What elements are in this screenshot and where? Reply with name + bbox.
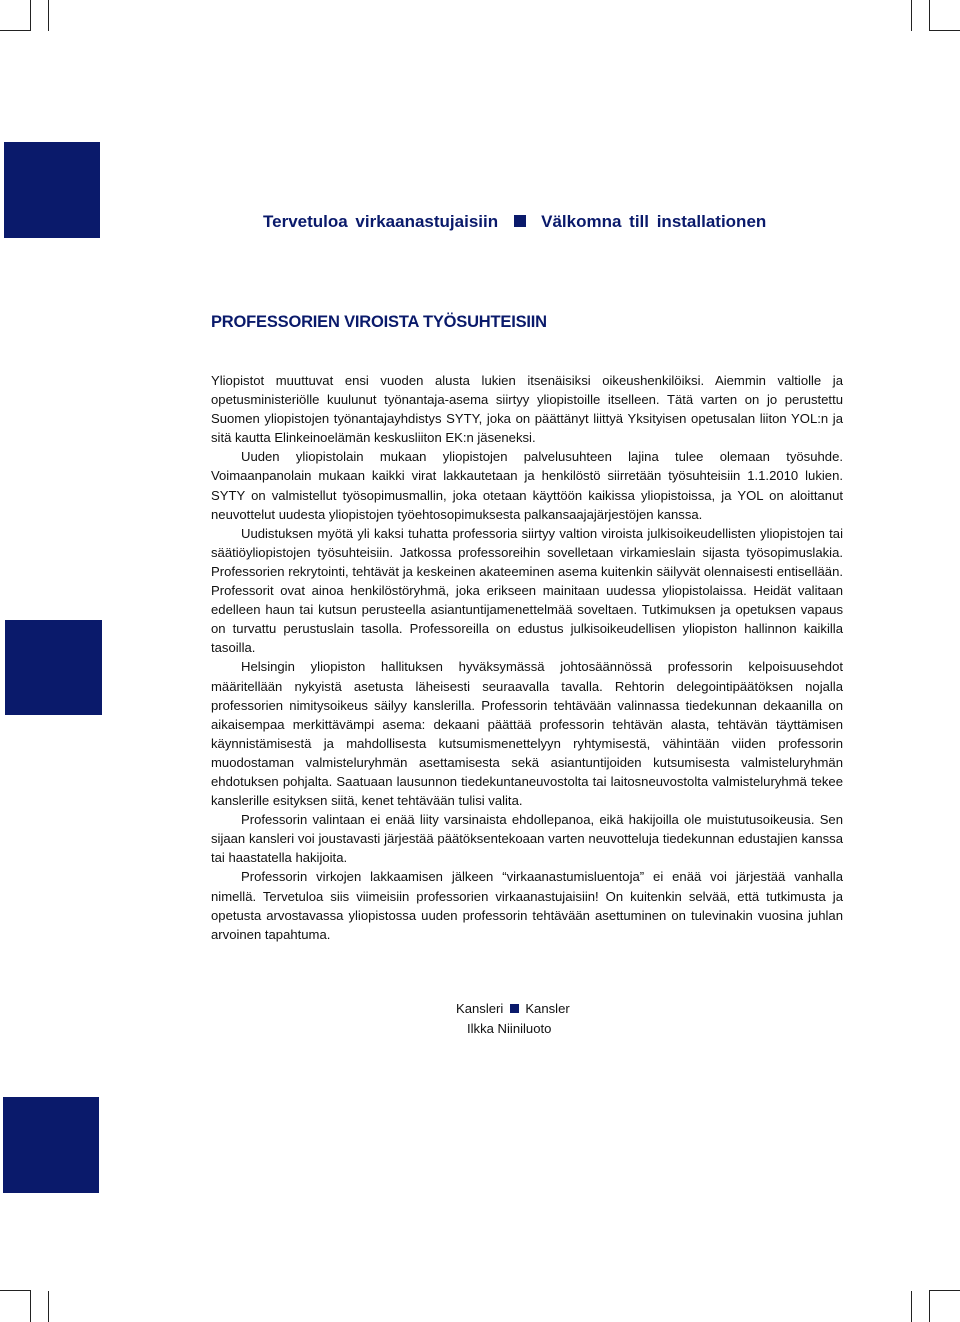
crop-mark xyxy=(929,1291,930,1322)
signature xyxy=(456,999,570,1038)
crop-mark xyxy=(48,0,49,31)
paragraph: Professorin virkojen lakkaamisen jälkeen “virkaanastumisluentoja” ei enää voi järjestää vanhalla nimellä. Tervetuloa siis viimeisiin professorien virkaanastujaisiin! On kuitenkin selvää, että tutkimusta ja opetusta arvostavassa yliopistossa uuden professorin tehtävään asettuminen on tulevinakin vuosina juhlan arvoinen tapahtuma. xyxy=(211,869,843,942)
section-heading: PROFESSORIEN VIROISTA TYÖSUHTEISIIN xyxy=(211,313,547,331)
paragraph: Uuden yliopistolain mukaan yliopistojen palvelusuhteen lajina tulee olemaan työsuhde. Voimaanpanolain mukaan kaikki virat lakkautetaan ja henkilöstö siirretään työsuhteisiin 1.1.2010 lukien. SYTY on valmistellut työsopimusmallin, joka otetaan käyttöön kaikissa yliopistoissa, ja YOL on aloittanut neuvottelut uudesta yliopistojen työehtosopimuksesta palkansaajajärjestöjen kanssa. xyxy=(211,449,843,522)
crop-mark xyxy=(30,0,31,31)
crop-mark xyxy=(0,30,31,31)
signature-title-finnish: Kansleri xyxy=(456,1001,504,1016)
signature-separator-square xyxy=(510,1004,519,1013)
paragraph: Yliopistot muuttuvat ensi vuoden alusta lukien itsenäisiksi oikeushenkilöiksi. Aiemmin valtiolle ja opetusministeriölle kuulunut työnantaja-asema siirtyy yliopistoille itselleen. Tätä varten on jo perustettu Suomen yliopistojen työnantajayhdistys SYTY, joka on päättänyt liittyä Yksityisen opetusalan liiton YOL:n ja sitä kautta Elinkeinoelämän keskusliiton EK:n jäseneksi. xyxy=(211,373,843,446)
crop-mark xyxy=(911,0,912,31)
title-finnish: Tervetuloa virkaanastujaisiin xyxy=(263,212,499,231)
signature-titles xyxy=(456,999,570,1019)
decorative-block-bottom xyxy=(3,1097,99,1193)
paragraph: Helsingin yliopiston hallituksen hyväksymässä johtosäännössä professorin kelpoisuusehdot määritellään nykyistä asetusta läheisesti seuraavalla tavalla. Rehtorin delegointipäätöksen nojalla professorien nimitysoikeus säilyy kanslerilla. Professorin tehtävään valinnassa tiedekunnan dekaanilla on aikaisempaa merkittävämpi asema: dekaani päättää professorin tehtävän alasta, tehtävän täyttämisen käynnistämisestä ja mahdollisesta kutsumismenettelyyn ryhtymisestä, vähintään viiden professorin muodostaman valmisteluryhmän asettamisesta sekä asiantuntijoiden kutsumisesta valmisteluryhmän ehdotuksen pohjalta. Saatuaan lausunnon tiedekuntaneuvostolta tai laitosneuvostolta valmisteluryhmä tekee kanslerille esityksen siitä, kenet tehtävään tulisi valita. xyxy=(211,659,843,809)
crop-mark xyxy=(48,1291,49,1322)
signature-name: Ilkka Niiniluoto xyxy=(467,1020,552,1036)
crop-mark xyxy=(911,1291,912,1322)
article-body xyxy=(211,371,843,944)
page-title xyxy=(263,212,766,232)
crop-mark xyxy=(929,0,930,31)
decorative-block-middle xyxy=(5,620,102,715)
crop-mark xyxy=(929,1290,960,1291)
title-separator-square xyxy=(514,215,526,227)
paragraph: Uudistuksen myötä yli kaksi tuhatta professoria siirtyy valtion viroista julkisoikeudellisten yliopistojen tai säätiöyliopistojen työsuhteisiin. Jatkossa professoreihin sovelletaan virkamieslain sijasta työsopimuslakia. Professorien rekrytointi, tehtävät ja keskeinen akateeminen asema kuitenkin säilyvät olennaisesti entisellään. Professorit ovat ainoa henkilöstöryhmä, joka erikseen mainitaan uudessa yliopistolaissa. Heidät valitaan edelleen haun tai kutsun perusteella asiantuntijamenettelmää soveltaen. Tutkimuksen ja opetuksen vapaus on turvattu perustuslain tasolla. Professoreilla on edustus julkisoikeudellisen yliopiston hallinnon kaikilla tasoilla. xyxy=(211,525,843,656)
decorative-block-top xyxy=(4,142,100,238)
title-swedish: Välkomna till installationen xyxy=(541,212,767,231)
crop-mark xyxy=(929,30,960,31)
paragraph: Professorin valintaan ei enää liity varsinaista ehdollepanoa, eikä hakijoilla ole muistutusoikeusia. Sen sijaan kansleri voi joustavasti järjestää päätöksentekoaan varten neuvotteluja tiedekunnan edustajien kanssa tai haastatella hakijoita. xyxy=(211,812,843,866)
crop-mark xyxy=(30,1291,31,1322)
crop-mark xyxy=(0,1290,31,1291)
signature-title-swedish: Kansler xyxy=(525,1001,570,1016)
